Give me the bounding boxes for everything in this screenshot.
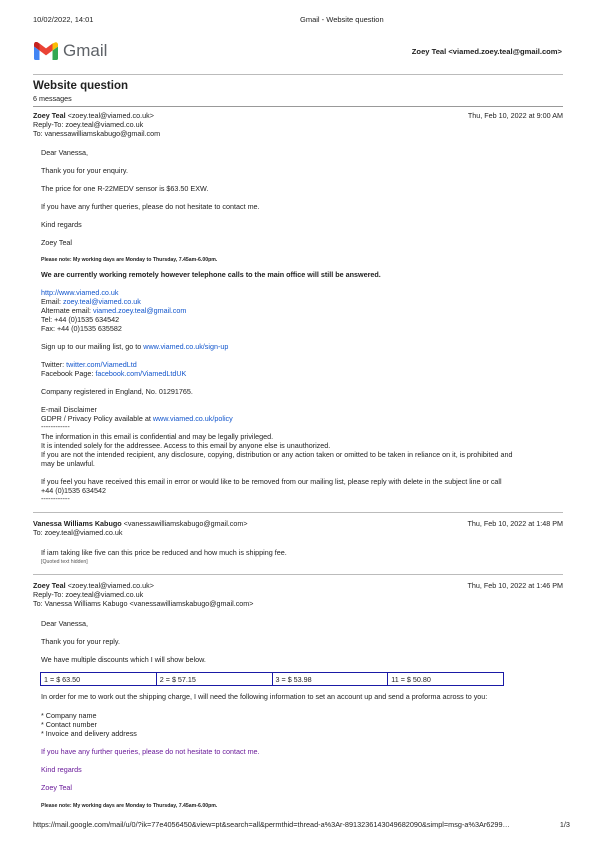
gmail-logo-icon [34, 42, 58, 60]
table-cell: 1 = $ 63.50 [41, 673, 157, 686]
dash-separator: ------------ [41, 494, 70, 503]
working-days-note: Please note: My working days are Monday to Thursday, 7.45am-6.00pm. [41, 257, 218, 263]
divider [33, 512, 563, 513]
twitter-line [41, 360, 137, 369]
sender-email: <vanessawilliamskabugo@gmail.com> [123, 519, 248, 528]
message-1-to: To: vanessawilliamskabugo@gmail.com [33, 129, 161, 138]
message-1-sender [33, 111, 154, 120]
signature-name: Zoey Teal [41, 238, 73, 247]
message-count: 6 messages [33, 94, 72, 103]
facebook-line [41, 369, 186, 378]
message-3-sender [33, 581, 154, 590]
bullet-item: * Invoice and delivery address [41, 729, 137, 738]
paragraph: In order for me to work out the shipping charge, I will need the following information to set an account up and send a proforma across to you: [41, 692, 488, 701]
bullet-item: * Contact number [41, 720, 97, 729]
message-2-sender [33, 519, 248, 528]
bullet-item: * Company name [41, 711, 97, 720]
greeting: Dear Vanessa, [41, 148, 89, 157]
discount-table [40, 672, 504, 686]
disclaimer-line: +44 (0)1535 634542 [41, 486, 106, 495]
email-label: Email: [41, 297, 63, 306]
message-3-to: To: Vanessa Williams Kabugo <vanessawilliamskabugo@gmail.com> [33, 599, 254, 608]
signup-line [41, 342, 228, 351]
divider [33, 106, 563, 107]
message-1-date: Thu, Feb 10, 2022 at 9:00 AM [467, 111, 563, 120]
print-datetime: 10/02/2022, 14:01 [33, 15, 94, 24]
account-label: Zoey Teal <viamed.zoey.teal@gmail.com> [411, 47, 562, 56]
paragraph: If you have any further queries, please do not hesitate to contact me. [41, 202, 260, 211]
remote-notice: We are currently working remotely however telephone calls to the main office will still be answered. [41, 270, 381, 279]
alt-email-label: Alternate email: [41, 306, 93, 315]
disclaimer-title: E-mail Disclaimer [41, 405, 97, 414]
paragraph: We have multiple discounts which I will show below. [41, 655, 206, 664]
message-2-body: If iam taking like five can this price be reduced and how much is shipping fee. [41, 548, 287, 557]
disclaimer-line: The information in this email is confidential and may be legally privileged. [41, 432, 274, 441]
working-days-note: Please note: My working days are Monday to Thursday, 7.45am-6.00pm. [41, 803, 218, 809]
sender-name: Vanessa Williams Kabugo [33, 519, 122, 528]
facebook-link[interactable]: facebook.com/ViamedLtdUK [95, 369, 187, 378]
company-registration: Company registered in England, No. 01291765. [41, 387, 193, 396]
disclaimer-line: If you are not the intended recipient, any disclosure, copying, distribution or any action taken or omitted to be taken in reliance on it, is prohibited and [41, 450, 513, 459]
paragraph: The price for one R-22MEDV sensor is $63.50 EXW. [41, 184, 209, 193]
paragraph: Thank you for your enquiry. [41, 166, 128, 175]
paragraph: Kind regards [41, 765, 82, 774]
dash-separator: ------------ [41, 422, 70, 431]
message-2-to: To: zoey.teal@viamed.co.uk [33, 528, 123, 537]
gdpr-text: GDPR / Privacy Policy available at [41, 414, 153, 423]
sender-name: Zoey Teal [33, 111, 66, 120]
table-row [41, 673, 504, 686]
disclaimer-line: It is intended solely for the addressee. Access to this email by anyone else is unauthorized. [41, 441, 331, 450]
message-3-reply-to: Reply-To: zoey.teal@viamed.co.uk [33, 590, 144, 599]
quoted-text-toggle[interactable]: [Quoted text hidden] [41, 559, 88, 565]
facebook-label: Facebook Page: [41, 369, 96, 378]
alt-email-line [41, 306, 186, 315]
twitter-label: Twitter: [41, 360, 67, 369]
greeting: Dear Vanessa, [41, 619, 89, 628]
signup-text: Sign up to our mailing list, go to [41, 342, 144, 351]
message-3-date: Thu, Feb 10, 2022 at 1:46 PM [467, 581, 563, 590]
website-link[interactable]: http://www.viamed.co.uk [41, 288, 119, 297]
fax: Fax: +44 (0)1535 635582 [41, 324, 122, 333]
table-cell: 2 = $ 57.15 [156, 673, 272, 686]
page-number: 1/3 [559, 820, 570, 829]
signature-name: Zoey Teal [41, 783, 73, 792]
email-line [41, 297, 141, 306]
paragraph: If you have any further queries, please do not hesitate to contact me. [41, 747, 260, 756]
table-cell: 3 = $ 53.98 [272, 673, 388, 686]
disclaimer-line: If you feel you have received this email in error or would like to be removed from our mailing list, please reply with delete in the subject line or call [41, 477, 502, 486]
sender-name: Zoey Teal [33, 581, 66, 590]
gdpr-link[interactable]: www.viamed.co.uk/policy [152, 414, 233, 423]
sender-email: <zoey.teal@viamed.co.uk> [67, 111, 154, 120]
paragraph: Thank you for your reply. [41, 637, 120, 646]
sender-email: <zoey.teal@viamed.co.uk> [67, 581, 154, 590]
email-link[interactable]: zoey.teal@viamed.co.uk [62, 297, 141, 306]
twitter-link[interactable]: twitter.com/ViamedLtd [66, 360, 137, 369]
print-title: Gmail - Website question [300, 15, 384, 24]
divider [33, 74, 563, 75]
thread-subject: Website question [33, 80, 128, 92]
message-2-date: Thu, Feb 10, 2022 at 1:48 PM [467, 519, 563, 528]
alt-email-link[interactable]: viamed.zoey.teal@gmail.com [92, 306, 187, 315]
disclaimer-line: may be unlawful. [41, 459, 95, 468]
signup-link[interactable]: www.viamed.co.uk/sign-up [143, 342, 229, 351]
table-cell: 11 = $ 50.80 [388, 673, 504, 686]
paragraph: Kind regards [41, 220, 82, 229]
print-url: https://mail.google.com/mail/u/0/?ik=77e4056450&view=pt&search=all&permthid=thread-a%3Ar-8913236143049682090&simpl=msg-a%3Ar6299… [33, 820, 510, 829]
message-1-reply-to: Reply-To: zoey.teal@viamed.co.uk [33, 120, 144, 129]
gmail-wordmark: Gmail [63, 41, 108, 60]
telephone: Tel: +44 (0)1535 634542 [41, 315, 120, 324]
divider [33, 574, 563, 575]
